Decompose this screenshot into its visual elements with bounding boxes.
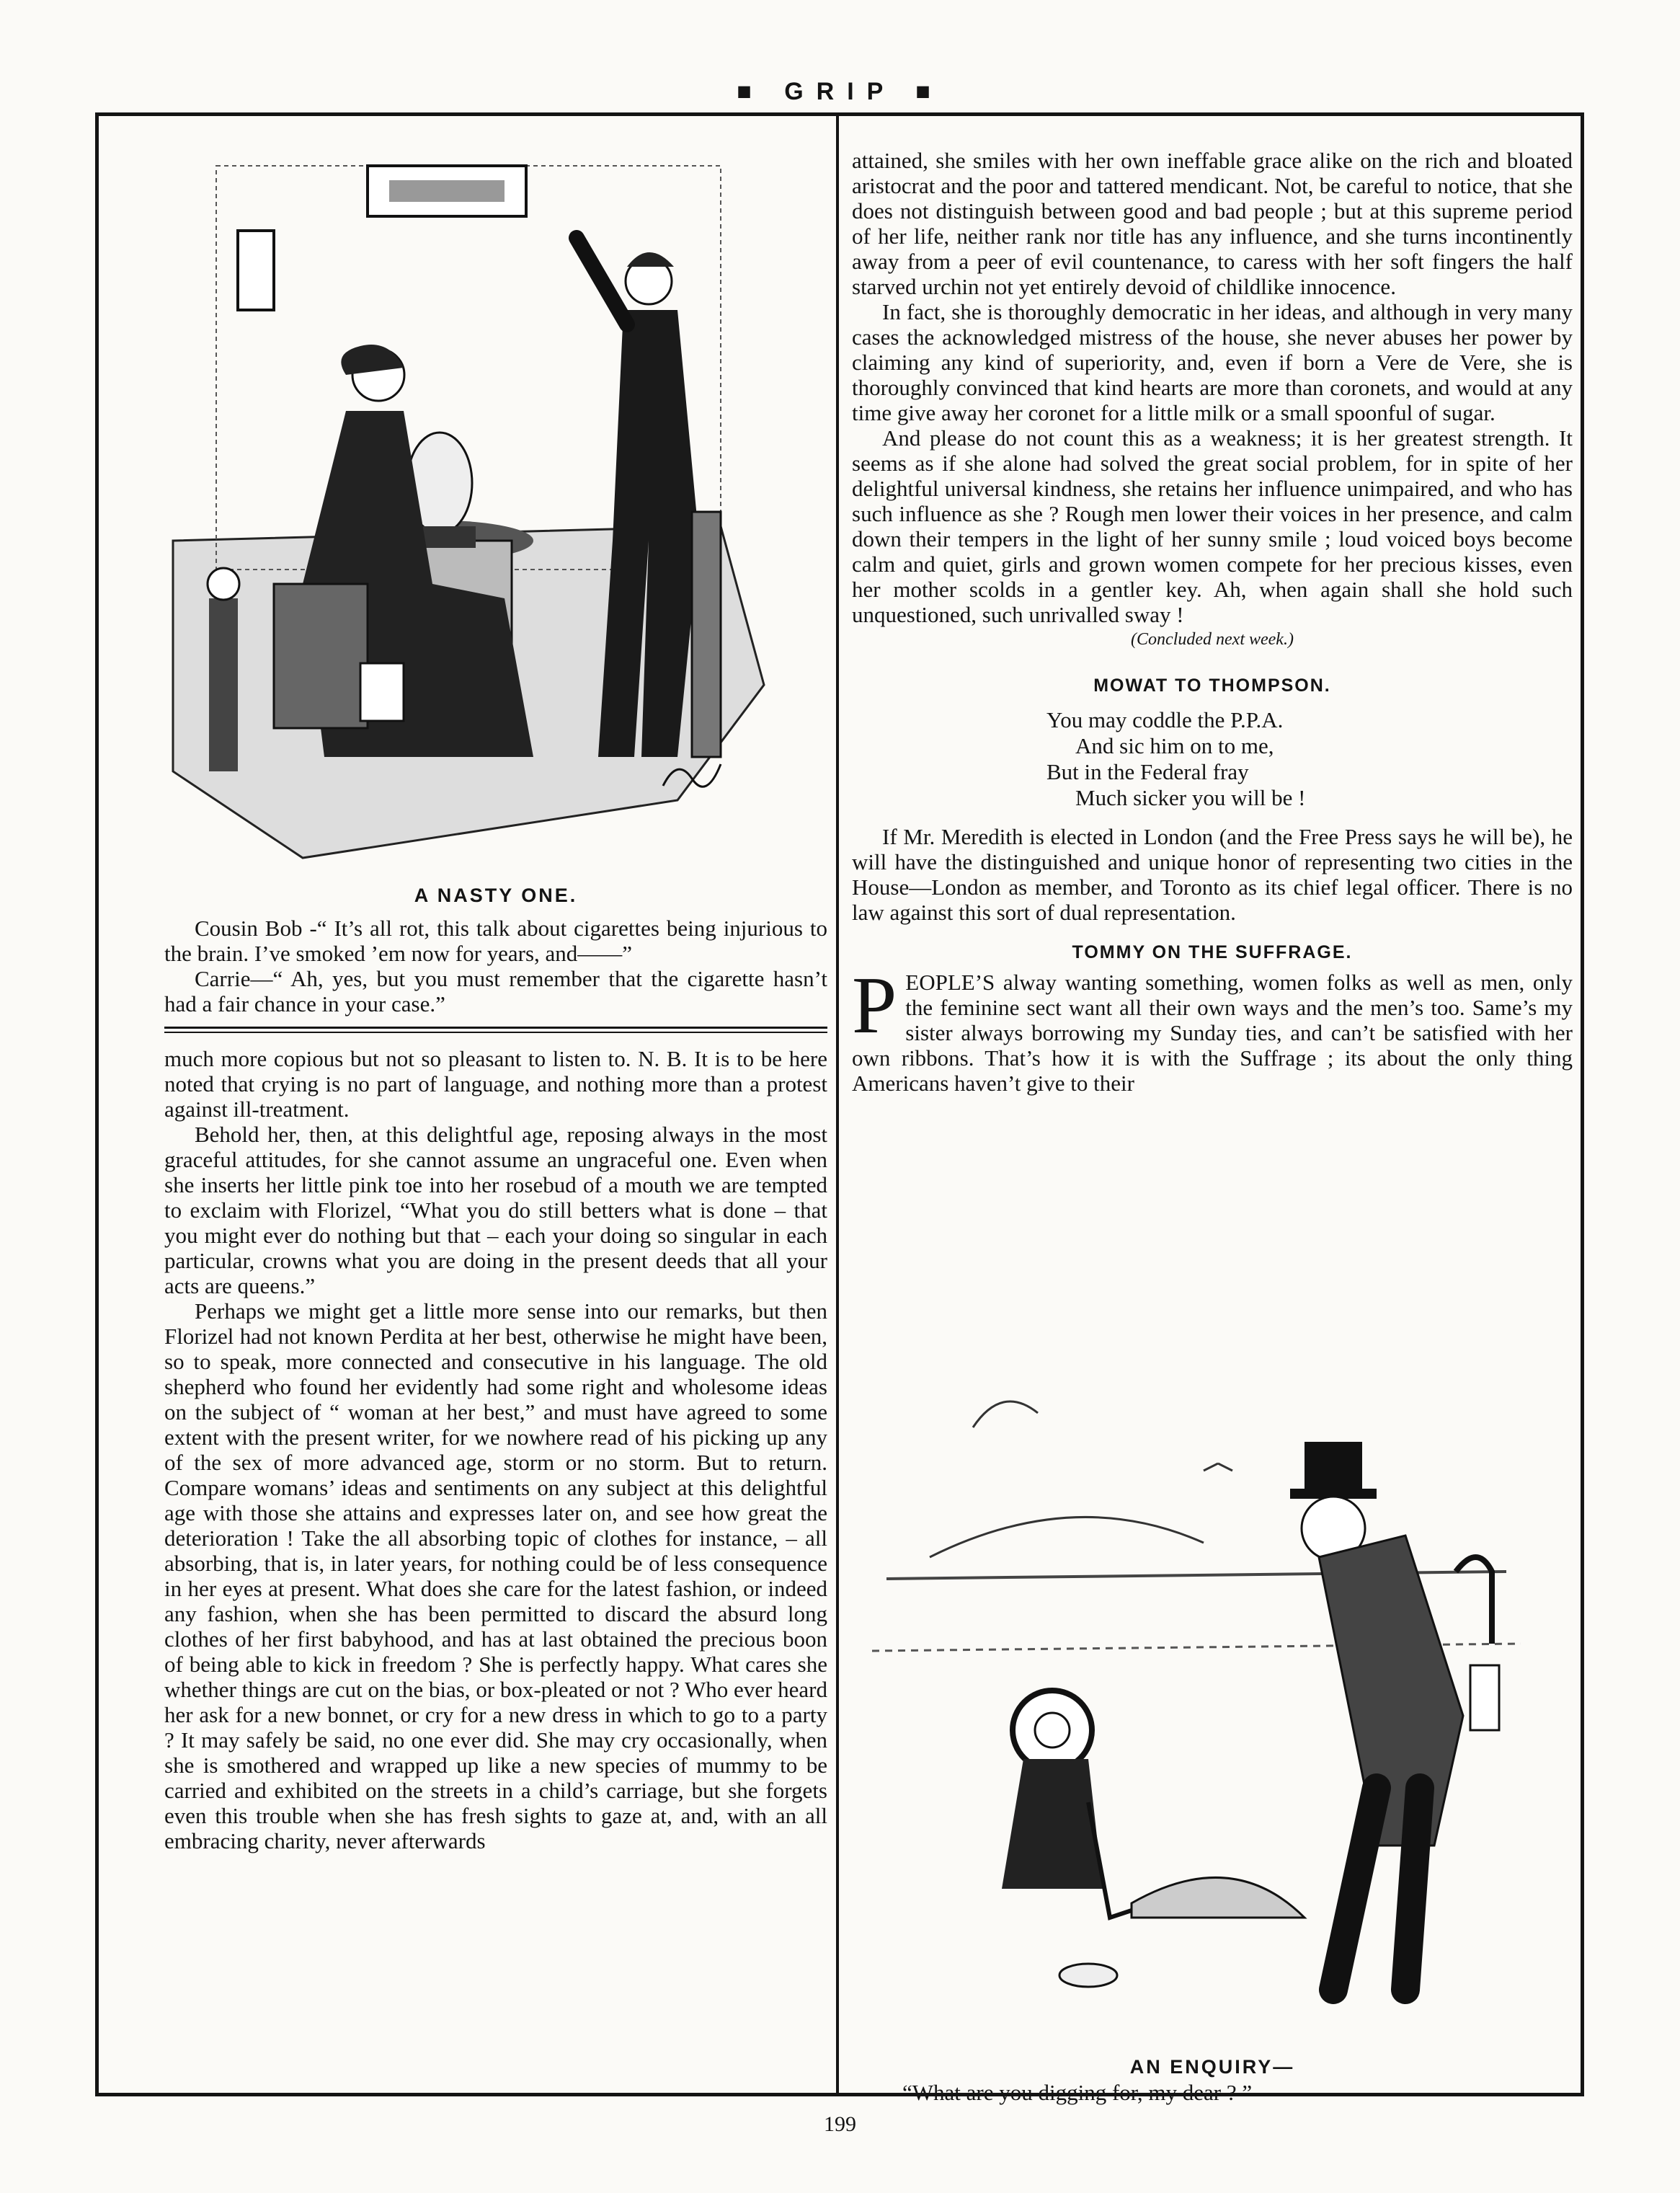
article-paragraph: much more copious but not so pleasant to listen to. N. B. It is to be here noted that crying is no part of language, and nothing more than a protest against ill-treatment. — [164, 1046, 827, 1122]
right-column — [852, 148, 1573, 1096]
cartoon-dialogue-carrie: Carrie—“ Ah, yes, but you must remember that the cigarette hasn’t had a fair chance in your case.” — [164, 966, 827, 1016]
poem-line: You may coddle the P.P.A. — [1046, 707, 1284, 732]
continuation-note: (Concluded next week.) — [1131, 630, 1294, 649]
left-column — [164, 883, 827, 1853]
separator-rule — [164, 1027, 827, 1029]
poem-line: Much sicker you will be ! — [1075, 785, 1306, 810]
enquiry-caption-block — [852, 2055, 1573, 2105]
cartoon-dialogue-bob: Cousin Bob -“ It’s all rot, this talk about cigarettes being injurious to the brain. I’ve smoked ’em now for years, and——” — [164, 916, 827, 966]
drop-cap: P — [852, 961, 897, 1050]
illustration-an-enquiry — [858, 1341, 1550, 2055]
illustration-caption-enquiry: AN ENQUIRY— — [1129, 2056, 1295, 2078]
article-paragraph: And please do not count this as a weakness; it is her greatest strength. It seems as if she alone had solved the great social problem, for in spite of her delightful universal kindness, she retains her influence unimpaired, and who has such influence as she ? Rough men lower their voices in her presence, and calm down their tempers in the light of her sunny smile ; loud voiced boys become calm and quiet, girls and grown women compete for her precious kisses, even her mother scolds in a gentler key. Ah, when again shall she hold such unquestioned, such unrivalled sway ! — [852, 425, 1573, 627]
poem-title: MOWAT TO THOMPSON. — [1093, 675, 1331, 696]
column-rule — [836, 112, 839, 2096]
tommy-paragraph — [852, 961, 1573, 1096]
article-paragraph: Perhaps we might get a little more sense into our remarks, but then Florizel had not known Perdita at her best, otherwise he might have been, so to speak, more connected and consecutive in his language. The old shepherd who found her evidently had some right and wholesome ideas on the subject of “ woman at her best,” and must have agreed to some extent with the present writer, for we nowhere read of his picking up any of the sex of more advanced age, storm or no storm. But to return. Compare womans’ ideas and sentiments on any subject at this delightful age with those she attains and expresses later on, and see how great the deterioration ! Take the all absorbing topic of clothes for instance, – all absorbing, that is, in later years, for nothing could be of less consequence in her eyes at present. What does she care for the latest fashion, or indeed any fashion, when she has been permitted to discard the absurd long clothes of her first babyhood, and has at last obtained the precious boon of being able to kick in freedom ? She is perfectly happy. What cares she whether things are cut on the bias, or box-pleated or not ? Who ever heard her ask for a new bonnet, or cry for a new dress in which to go to a party ? It may safely be said, no one ever did. She may cry occasionally, when she is smothered and wrapped up like a new species of mummy to be carried and exhibited on the streets in a child’s carriage, but she forgets even this trouble when she has fresh sights to gaze at, and, with an all embracing charity, never afterwards — [164, 1298, 827, 1853]
tommy-text: EOPLE’S alway wanting something, women folks as well as men, only the feminine sect want all their own ways and the men’s too. Same’s my sister always borrowing my Sunday ties, and can’t be satisfied with her own ribbons. That’s how it is with the Suffrage ; its about the only thing Americans haven’t give to their — [852, 970, 1573, 1096]
poem-line: And sic him on to me, — [1075, 733, 1274, 758]
poem-line: But in the Federal fray — [1046, 759, 1249, 784]
illustration-caption-nasty-one: A NASTY ONE. — [414, 885, 578, 906]
masthead: ■ GRIP ■ — [737, 78, 943, 105]
masthead-title: GRIP — [784, 78, 896, 105]
article-paragraph: attained, she smiles with her own ineffable grace alike on the rich and bloated aristocrat and the poor and tattered mendicant. Not, be careful to notice, that she does not distinguish between good and bad people ; but at this supreme period of her life, neither rank nor title has any influence, and she turns incontinently away from a peer of evil countenance, to caress with her soft fingers the half starved urchin not yet entirely devoid of childlike innocence. — [852, 148, 1573, 299]
tommy-title: TOMMY ON THE SUFFRAGE. — [1072, 942, 1353, 962]
illustration-nasty-one — [130, 137, 822, 872]
enquiry-quote: “What are you digging for, my dear ? ” — [902, 2080, 1253, 2105]
article-paragraph: Behold her, then, at this delightful age, reposing always in the most graceful attitudes, for she cannot assume an ungraceful one. Even when she inserts her little pink toe into her rosebud of a mouth we are tempted to exclaim with Florizel, “What you do still betters what is done – that you might ever do nothing but that – each your doing so singular in each particular, crowns what you are doing in the present deeds that all your acts are queens.” — [164, 1122, 827, 1298]
separator-rule-thin — [164, 1032, 827, 1033]
meredith-item: If Mr. Meredith is elected in London (and the Free Press says he will be), he will have the distinguished and unique honor of representing two cities in the House—London as member, and Toronto as its chief legal officer. There is no law against this sort of dual representation. — [852, 824, 1573, 925]
page-number: 199 — [824, 2112, 856, 2136]
poem — [1046, 707, 1573, 811]
article-paragraph: In fact, she is thoroughly democratic in her ideas, and although in very many cases the acknowledged mistress of the house, she never abuses her power by claiming any kind of superiority, and, even if born a Vere de Vere, she is thoroughly convinced that kind hearts are more than coronets, and would at any time give away her coronet for a little milk or a small spoonful of sugar. — [852, 299, 1573, 425]
